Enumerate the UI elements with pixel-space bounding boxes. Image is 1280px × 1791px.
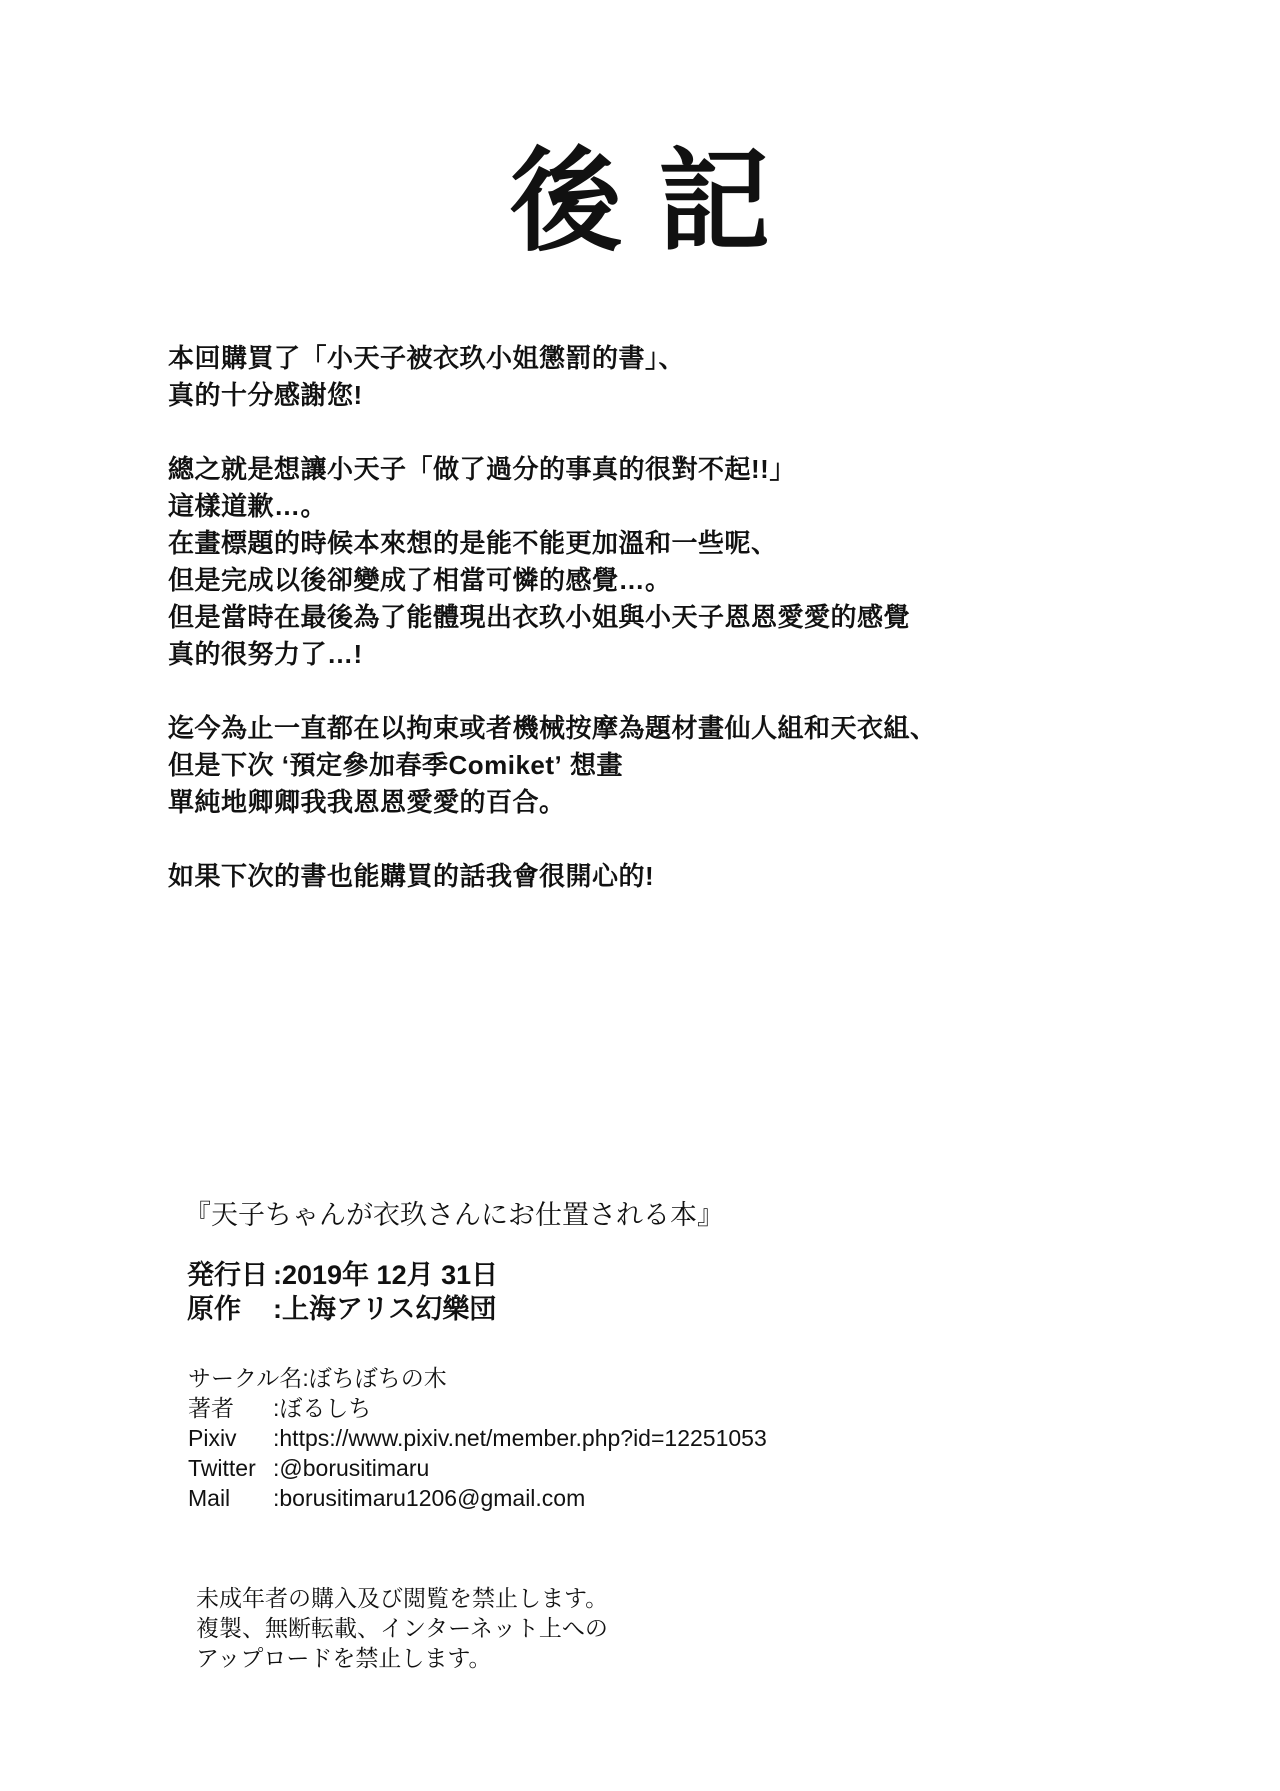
disclaimer [196,1583,608,1673]
body-line: 真的很努力了…! [168,639,363,669]
body-line: 這樣道歉…。 [168,491,328,521]
publication-row [187,1258,498,1292]
credit-label: Twitter [188,1455,256,1481]
publication-value: :上海アリス幻樂団 [273,1294,497,1324]
publication-row [187,1292,498,1326]
credits [188,1363,767,1513]
body-line: 但是當時在最後為了能體現出衣玖小姐與小天子恩恩愛愛的感覺 [168,602,911,632]
body-line: 在畫標題的時候本來想的是能不能更加溫和一些呢、 [168,528,778,558]
body-line: 但是完成以後卻變成了相當可憐的感覺…。 [168,565,672,595]
publication-label: 原作 [187,1294,241,1324]
credit-label: 著者 [188,1395,234,1421]
credit-row [188,1423,767,1453]
credit-row [188,1483,767,1513]
body-line: 總之就是想讓小天子「做了過分的事真的很對不起!!」 [168,454,796,484]
book-title: 『天子ちゃんが衣玖さんにお仕置される本』 [184,1200,724,1230]
body-line: 單純地卿卿我我恩恩愛愛的百合。 [168,787,566,817]
body-line: 真的十分感謝您! [168,380,363,410]
credit-label: Mail [188,1485,231,1511]
credit-label: サークル名 [188,1365,303,1391]
credit-label: Pixiv [188,1425,237,1451]
body-line: 本回購買了「小天子被衣玖小姐懲罰的書」、 [168,343,686,373]
disclaimer-line: 複製、無断転載、インターネット上への [196,1615,608,1641]
disclaimer-line: アップロードを禁止します。 [196,1645,492,1671]
publication-value: :2019年 12月 31日 [273,1260,499,1290]
credit-row [188,1363,767,1393]
body-line: 但是下次 ʻ預定參加春季Comiketʼ 想畫 [168,750,623,780]
body-paragraph [168,340,937,414]
publication-label: 発行日 [187,1260,268,1290]
credit-value: :ぼるしち [273,1395,372,1421]
credit-value-mail-address: :borusitimaru1206@gmail.com [273,1485,586,1511]
body-text [168,340,937,895]
body-paragraph [168,451,937,673]
body-paragraph [168,858,937,895]
body-paragraph [168,710,937,821]
credit-row [188,1393,767,1423]
body-line: 如果下次的書也能購買的話我會很開心的! [168,861,655,891]
credit-value: :ぼちぼちの木 [302,1365,447,1391]
page-title: 後記 [510,136,806,267]
body-line: 迄今為止一直都在以拘束或者機械按摩為題材畫仙人組和天衣組、 [168,713,937,743]
disclaimer-line: 未成年者の購入及び閲覧を禁止します。 [196,1585,609,1611]
publication-info [187,1258,498,1326]
credit-value-pixiv-url: :https://www.pixiv.net/member.php?id=12251053 [273,1425,767,1451]
credit-value-twitter-handle: :@borusitimaru [273,1455,430,1481]
credit-row [188,1453,767,1483]
